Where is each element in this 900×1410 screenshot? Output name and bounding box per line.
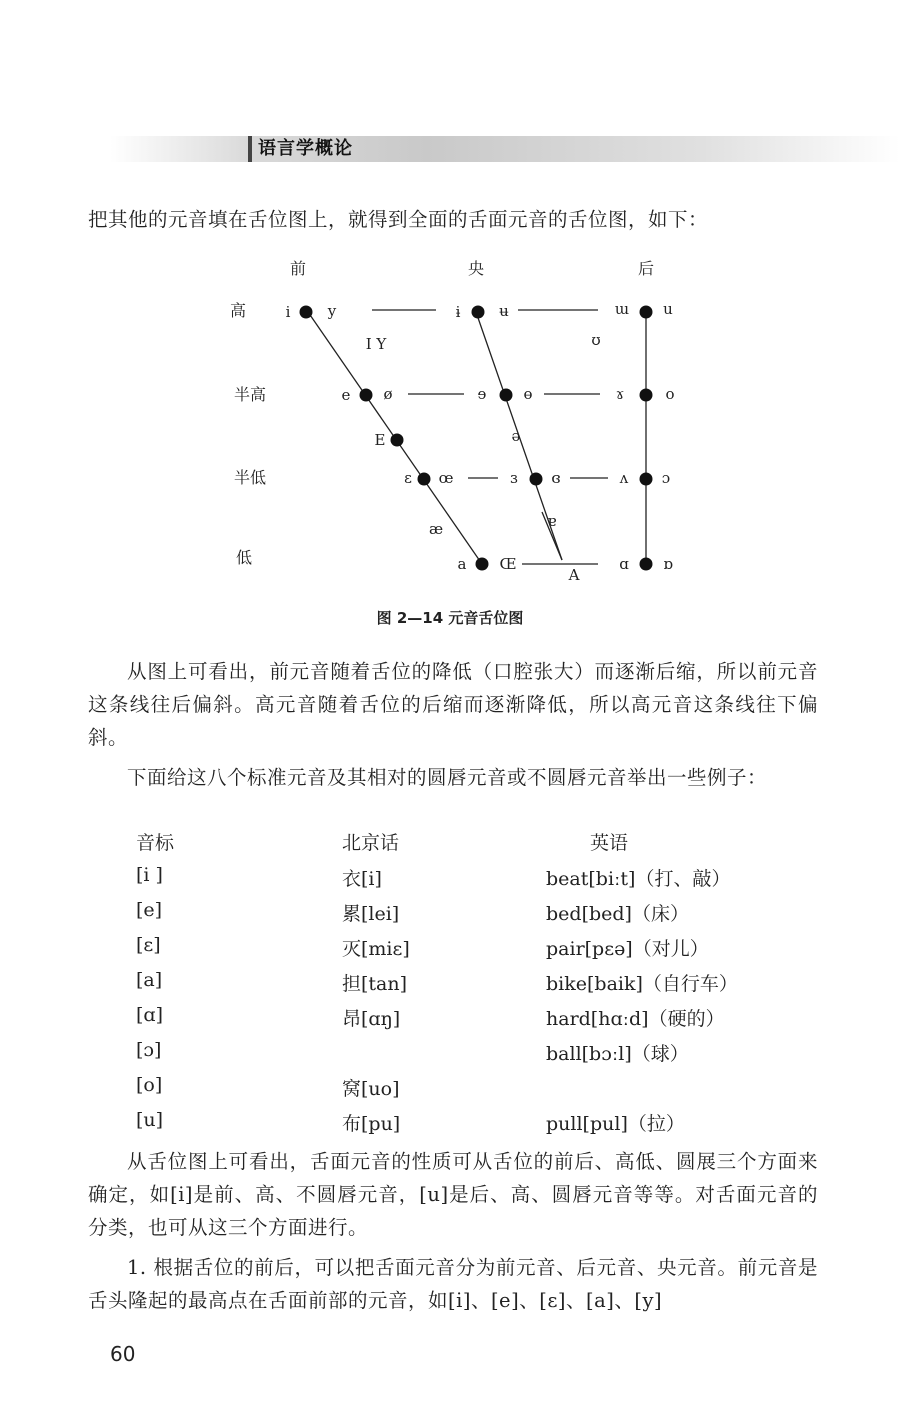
table-row [130,969,830,1003]
cell-ipa: [ɛ] [136,934,161,956]
sym-barred-o: ɵ [523,385,533,403]
table-row [130,899,830,933]
intro-paragraph: 把其他的元音填在舌位图上，就得到全面的舌面元音的舌位图，如下： [88,208,709,231]
sym-open-o: ɔ [661,469,671,487]
row-mid-high: 半高 [233,385,267,404]
sym-turned-alpha: ɒ [663,555,673,573]
sym-y: y [327,302,337,320]
header-phonetic: 音标 [136,832,175,854]
sym-IY: I Y [365,335,387,353]
dot-e [360,389,373,402]
sym-u: u [663,300,673,318]
col-back: 后 [637,259,655,278]
sym-E: E [374,431,386,449]
cell-ipa: [i ] [136,864,163,886]
cell-english: bed[bed]（床） [546,903,689,925]
table-row [130,864,830,898]
cell-english: ball[bɔːl]（球） [546,1043,689,1065]
running-header: 语言学概论 [258,138,353,159]
sym-oe-lig: œ [438,469,454,487]
sym-e: e [341,386,351,404]
figure-caption: 图 2—14 元音舌位图 [376,609,524,627]
cell-english: pull[pul]（拉） [546,1113,685,1135]
cell-ipa: [e] [136,899,163,921]
sym-i: i [285,303,291,321]
cell-beijing: 窝[uo] [342,1078,400,1100]
sym-A: A [568,566,580,584]
dot-i-y [300,306,313,319]
header-band [110,136,900,162]
cell-beijing: 衣[i] [342,868,382,890]
sym-barred-i: ɨ [455,303,461,321]
sym-ww: ɯ [614,300,630,318]
dot-back-low [640,558,653,571]
page-number: 60 [110,1342,136,1366]
cell-beijing: 担[tan] [342,973,408,995]
table-row [130,1074,830,1108]
row-mid-low: 半低 [233,468,267,487]
vowel-chart [200,250,700,595]
sym-closed-rev-epsilon: ɞ [551,469,561,487]
paragraph-4: 1. 根据舌位的前后，可以把舌面元音分为前元音、后元音、央元音。前元音是舌头隆起的最高点在舌面前部的元音，如[i]、[e]、[ɛ]、[a]、[y] [88,1256,818,1312]
table-row [130,1004,830,1038]
col-front: 前 [289,259,307,278]
table-header-row [130,828,830,862]
paragraph-2: 下面给这八个标准元音及其相对的圆唇元音或不圆唇元音举出一些例子： [127,766,768,789]
table-row [130,1039,830,1073]
sym-ram-horns: ɤ [615,385,625,403]
cell-english: bike[baik]（自行车） [546,973,738,995]
sym-alpha: ɑ [619,555,629,573]
col-central: 央 [467,259,485,278]
cell-ipa: [ɔ] [136,1039,162,1061]
cell-beijing: 灭[miɛ] [342,938,410,960]
sym-OE: Œ [499,555,517,573]
cell-ipa: [o] [136,1074,163,1096]
dot-central-mid-high [500,389,513,402]
table-row [130,1109,830,1143]
dot-back-mid-high [640,389,653,402]
cell-english: pair[pɛə]（对儿） [546,938,709,960]
sym-turned-v: ʌ [619,469,629,487]
sym-o-slash: ø [383,385,393,403]
dot-central-mid-low [530,473,543,486]
cell-english: hard[hɑːd]（硬的） [546,1008,725,1030]
sym-barred-u: ʉ [499,302,509,320]
dot-E [391,434,404,447]
sym-turned-a: ɐ [547,512,557,530]
paragraph-3: 从舌位图上可看出，舌面元音的性质可从舌位的前后、高低、圆展三个方面来确定，如[i]是前、高、不圆唇元音，[u]是后、高、圆唇元音等等。对舌面元音的分类，也可从这三个方面进行。 [88,1150,818,1239]
header-beijing: 北京话 [342,832,400,854]
cell-beijing: 累[lei] [342,903,400,925]
table-row [130,934,830,968]
cell-ipa: [a] [136,969,163,991]
row-low: 低 [235,548,253,567]
sym-upsilon: ʊ [591,331,601,349]
sym-epsilon: ɛ [404,469,412,487]
header-marker [248,136,252,162]
sym-o: o [665,385,675,403]
sym-schwa: ə [511,427,521,445]
sym-a: a [457,555,467,573]
dot-eps [418,473,431,486]
paragraph-1: 从图上可看出，前元音随着舌位的降低（口腔张大）而逐渐后缩，所以前元音这条线往后偏斜。高元音随着舌位的后缩而逐渐降低，所以高元音这条线往下偏斜。 [88,660,818,749]
sym-rev-epsilon: ɜ [510,469,518,487]
dot-central-high [472,306,485,319]
dot-a [476,558,489,571]
sym-ash: æ [428,520,444,538]
dot-back-high [640,306,653,319]
cell-ipa: [ɑ] [136,1004,163,1026]
dot-back-mid-low [640,473,653,486]
cell-ipa: [u] [136,1109,164,1131]
header-english: 英语 [590,832,629,854]
cell-beijing: 布[pu] [342,1113,401,1135]
cell-beijing: 昂[ɑŋ] [342,1008,401,1030]
row-high: 高 [229,301,247,320]
cell-english: beat[biːt]（打、敲） [546,868,731,890]
sym-reversed-e: ɘ [477,385,487,403]
